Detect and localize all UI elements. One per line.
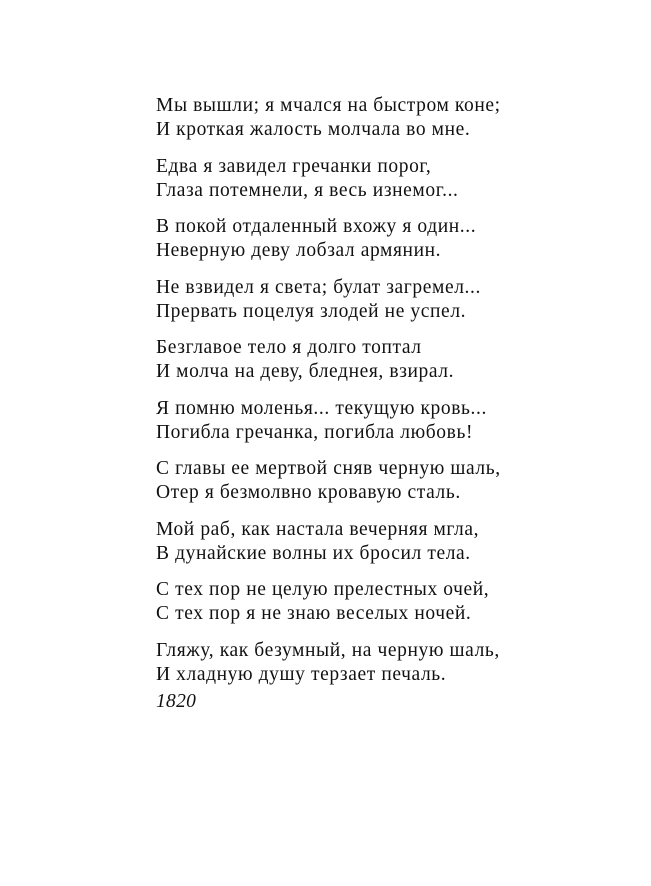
poem-line: Безглавое тело я долго топтал (156, 337, 422, 358)
poem-line: Прервать поцелуя злодей не успел. (156, 300, 467, 322)
poem-year: 1820 (156, 690, 197, 712)
stanza-4 (156, 276, 616, 324)
stanza-6 (156, 397, 616, 445)
stanza-8 (156, 518, 616, 566)
poem-line: Я помню моленья... текущую кровь... (156, 397, 487, 419)
poem-line: И кроткая жалость молчала во мне. (156, 119, 471, 140)
poem-line: С тех пор не целую прелестных очей, (156, 579, 490, 600)
stanza-9 (156, 578, 616, 626)
stanza-1 (156, 94, 616, 142)
poem-line: С главы ее мертвой сняв черную шаль, (156, 458, 501, 479)
poem-line: И молча на деву, бледнея, взирал. (156, 361, 455, 382)
poem-line: Глаза потемнели, я весь изнемог... (156, 179, 459, 201)
poem-line: И хладную душу терзает печаль. (156, 663, 447, 685)
poem-line: Неверную деву лобзал армянин. (156, 240, 442, 261)
stanza-10 (156, 639, 616, 687)
stanza-5 (156, 336, 616, 384)
poem-line: С тех пор я не знаю веселых ночей. (156, 603, 472, 624)
poem-text (156, 94, 616, 714)
stanza-3 (156, 215, 616, 263)
poem-line: В дунайские волны их бросил тела. (156, 542, 471, 564)
poem-line: Не взвидел я света; булат загремел... (156, 276, 481, 298)
poem-line: Мой раб, как настала вечерняя мгла, (156, 518, 480, 540)
poem-line: Отер я безмолвно кровавую сталь. (156, 482, 461, 503)
poem-line: Едва я завидел гречанки порог, (156, 155, 432, 177)
poem-line: В покой отдаленный вхожу я один... (156, 216, 477, 237)
stanza-7 (156, 457, 616, 505)
poem-line: Гляжу, как безумный, на черную шаль, (156, 639, 500, 661)
stanza-2 (156, 155, 616, 203)
poem-line: Погибла гречанка, погибла любовь! (156, 421, 474, 443)
poem-line: Мы вышли; я мчался на быстром коне; (156, 95, 501, 116)
